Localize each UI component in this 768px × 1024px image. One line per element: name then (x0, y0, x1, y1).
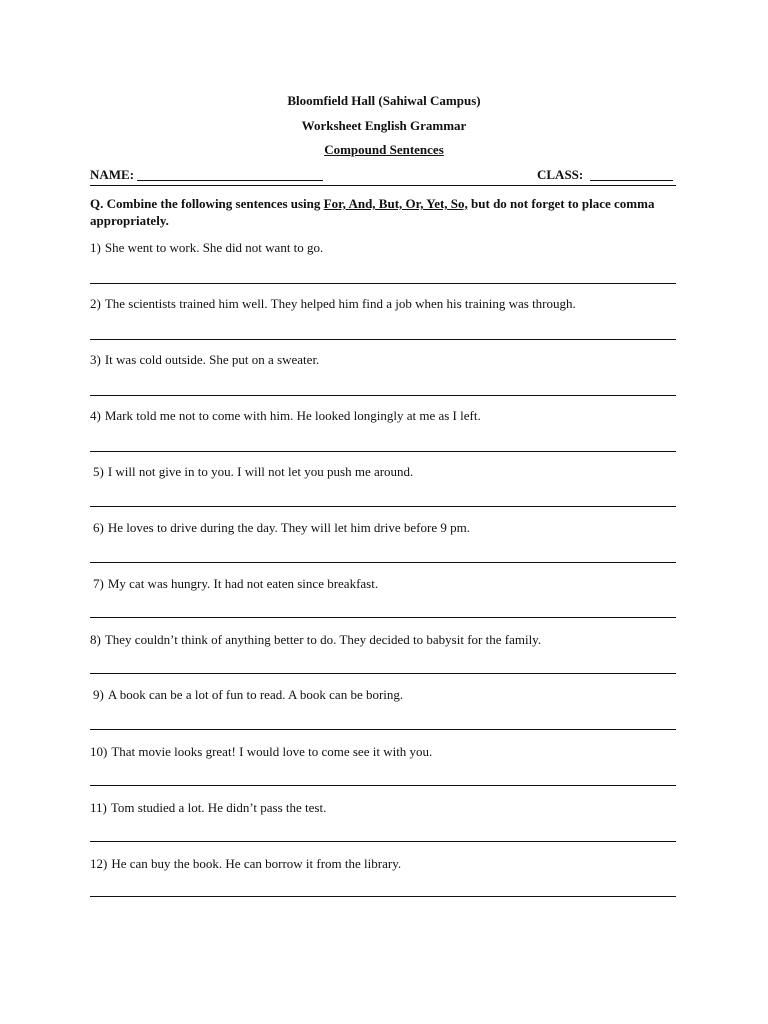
instruction-conjunctions: For, And, But, Or, Yet, So, (323, 196, 468, 211)
question-number: 12) (90, 856, 108, 871)
answer-line-11[interactable] (90, 841, 676, 842)
question-number: 5) (93, 464, 104, 479)
question-number: 7) (93, 576, 104, 591)
answer-line-4[interactable] (90, 451, 676, 452)
answer-line-10[interactable] (90, 785, 676, 786)
question-text: Tom studied a lot. He didn’t pass the test. (110, 800, 327, 815)
question-text: I will not give in to you. I will not let you push me around. (107, 464, 414, 479)
answer-line-8[interactable] (90, 673, 676, 674)
question-number: 9) (93, 687, 104, 702)
answer-line-2[interactable] (90, 339, 676, 340)
question-12 (90, 856, 690, 872)
question-2 (90, 296, 690, 312)
name-label: NAME: (90, 167, 135, 182)
name-blank[interactable] (137, 180, 323, 181)
worksheet-title: Worksheet English Grammar (301, 118, 467, 133)
question-number: 8) (90, 632, 101, 647)
question-4 (90, 408, 690, 424)
question-6 (93, 520, 693, 536)
answer-line-1[interactable] (90, 283, 676, 284)
instruction-prefix: Q. Combine the following sentences using (90, 196, 324, 211)
question-text: He can buy the book. He can borrow it from the library. (111, 856, 402, 871)
answer-line-12[interactable] (90, 896, 676, 897)
question-number: 11) (90, 800, 107, 815)
question-text: That movie looks great! I would love to come see it with you. (111, 744, 433, 759)
question-1 (90, 240, 690, 256)
topic-title (0, 142, 768, 158)
question-10 (90, 744, 690, 760)
topic-title-text: Compound Sentences (324, 142, 444, 157)
question-number: 4) (90, 408, 101, 423)
class-blank[interactable] (590, 180, 673, 181)
question-number: 1) (90, 240, 101, 255)
question-number: 6) (93, 520, 104, 535)
question-8 (90, 632, 690, 648)
question-7 (93, 576, 693, 592)
question-number: 10) (90, 744, 108, 759)
instruction-suffix: but do not forget to place comma appropriately. (90, 196, 655, 228)
question-text: He loves to drive during the day. They will let him drive before 9 pm. (107, 520, 470, 535)
question-text: She went to work. She did not want to go. (104, 240, 324, 255)
answer-line-7[interactable] (90, 617, 676, 618)
question-5 (93, 464, 693, 480)
question-text: The scientists trained him well. They helped him find a job when his training was through. (104, 296, 576, 311)
question-text: Mark told me not to come with him. He looked longingly at me as I left. (104, 408, 481, 423)
question-number: 2) (90, 296, 101, 311)
question-9 (93, 687, 693, 703)
question-text: My cat was hungry. It had not eaten since breakfast. (107, 576, 379, 591)
answer-line-6[interactable] (90, 562, 676, 563)
answer-line-5[interactable] (90, 506, 676, 507)
question-11 (90, 800, 690, 816)
header-rule (90, 185, 676, 186)
instruction (90, 195, 680, 229)
question-text: They couldn’t think of anything better to do. They decided to babysit for the family. (104, 632, 542, 647)
school-name: Bloomfield Hall (Sahiwal Campus) (287, 93, 481, 108)
question-text: It was cold outside. She put on a sweater. (104, 352, 320, 367)
answer-line-3[interactable] (90, 395, 676, 396)
question-number: 3) (90, 352, 101, 367)
class-label: CLASS: (537, 167, 584, 182)
question-text: A book can be a lot of fun to read. A book can be boring. (107, 687, 404, 702)
answer-line-9[interactable] (90, 729, 676, 730)
question-3 (90, 352, 690, 368)
